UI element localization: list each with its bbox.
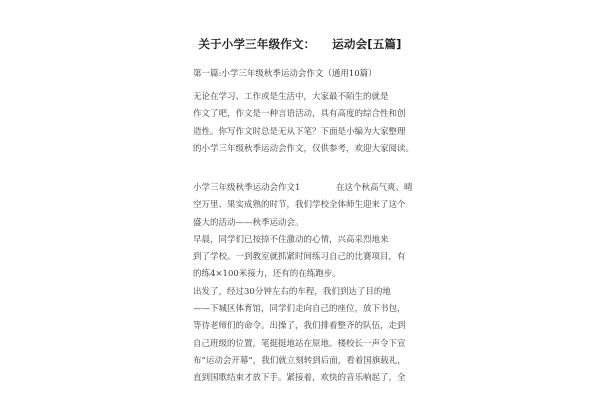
- essay-heading-tail: [306, 180, 413, 197]
- heading-tail-text: 在这个秋高气爽、晴: [336, 183, 413, 193]
- intro-line: 造性。你写作文时总是无从下笔？下面是小编为大家整理: [193, 126, 406, 137]
- body-line: ——下城区体育馆，同学们走向自己的座位，放下书包，: [193, 304, 406, 315]
- body-line: 等待老师们的命令。出操了，我们排着整齐的队伍，走到: [193, 321, 406, 332]
- intro-line: 的小学三年级秋季运动会作文，仅供参考，欢迎大家阅读。: [193, 143, 415, 154]
- essay-body: [193, 180, 406, 388]
- body-line: 布“运动会开幕”，我们就立刻转到后面，看着国旗载礼，: [193, 355, 406, 366]
- body-line: 自己班级的位置，笔挺挺地站在原地。楼校长一声令下宣: [193, 338, 406, 349]
- body-line: 到了学校。一到教室就抓紧时间练习自己的比赛项目，有: [193, 252, 406, 263]
- body-line: 早晨，同学们已按捺不住激动的心情，兴高采烈地来: [193, 234, 389, 245]
- intro-line: 作文了吧，作文是一种言语活动，具有高度的综合性和创: [193, 109, 406, 120]
- body-line: 的练4×100米接力，还有的在练跑步。: [193, 269, 341, 280]
- intro-paragraph: [193, 89, 414, 158]
- intro-line: 无论在学习、工作或是生活中，大家最不陌生的就是: [193, 92, 389, 102]
- body-line: 出发了，经过30分钟左右的车程，我们到达了目的地: [193, 286, 391, 297]
- essay-heading: 小学三年级秋季运动会作文1: [193, 183, 301, 193]
- document-title: 关于小学三年级作文： 运动会[五篇]: [198, 37, 402, 51]
- body-line: 直到国歌结束才放下手。紧接着，欢快的音乐响起了，全: [193, 373, 406, 384]
- document-subtitle: 第一篇:小学三年级秋季运动会作文（通用10篇）: [193, 69, 377, 79]
- body-line: 空万里、果实成熟的时节，我们学校全体师生迎来了这个: [193, 200, 406, 211]
- body-line: 盛大的活动——秋季运动会。: [193, 217, 304, 228]
